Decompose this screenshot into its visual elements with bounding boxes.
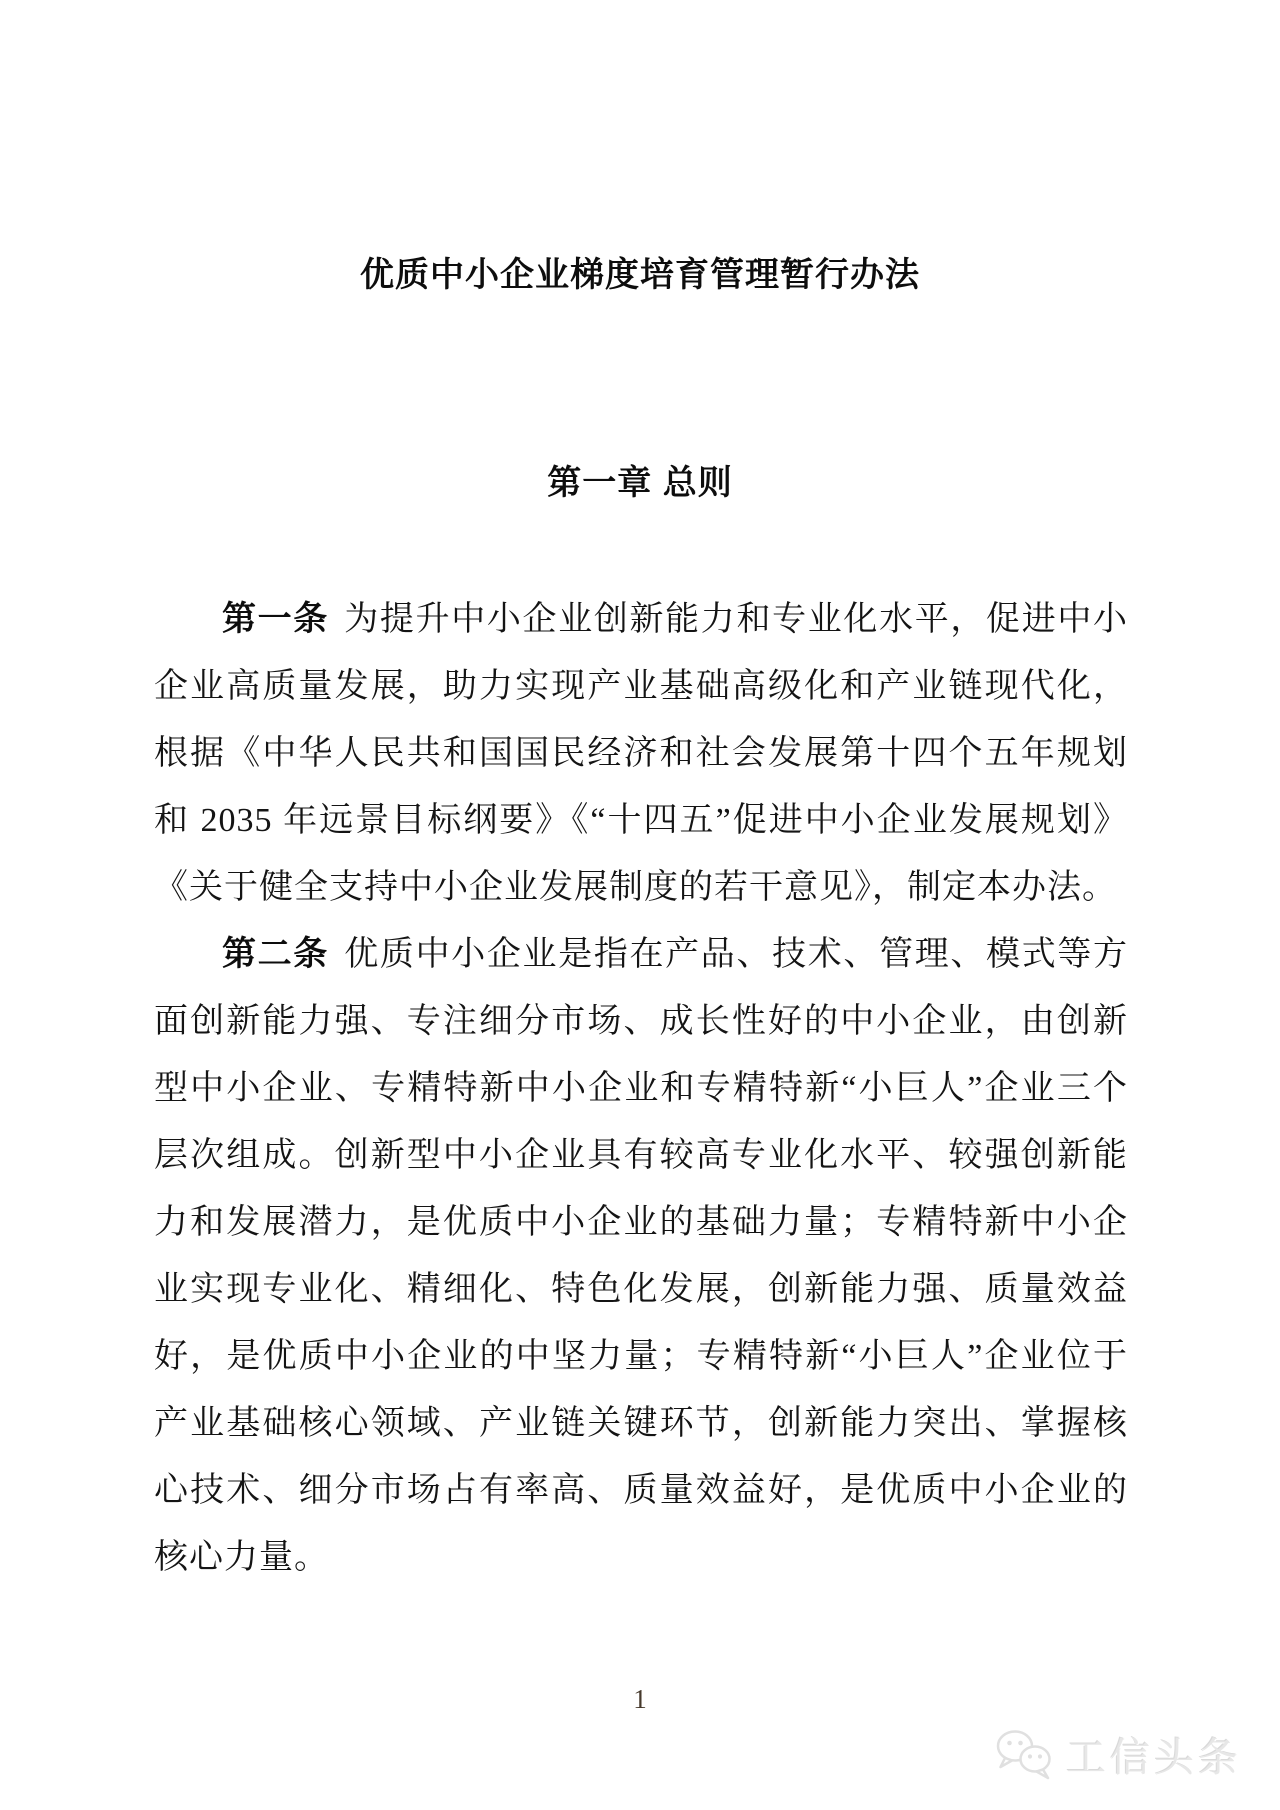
article-2	[154, 921, 1128, 1591]
article-1	[154, 586, 1128, 921]
document-body	[154, 586, 1128, 1591]
article-1-label: 第一条	[222, 600, 329, 638]
article-1-text: 为提升中小企业创新能力和专业化水平，促进中小企业高质量发展，助力实现产业基础高级化和产业链现代化，根据《中华人民共和国国民经济和社会发展第十四个五年规划和 2035 年远景目标纲要》《“十四五”促进中小企业发展规划》《关于健全支持中小企业发展制度的若干意见》，制定本办法。	[154, 601, 1129, 906]
watermark-label: 工信头条	[1066, 1736, 1242, 1780]
article-2-label: 第二条	[222, 935, 329, 973]
watermark	[992, 1726, 1242, 1783]
page-number: 1	[633, 1684, 647, 1714]
document-title: 优质中小企业梯度培育管理暂行办法	[360, 256, 920, 294]
wechat-icon	[992, 1728, 1056, 1782]
chapter-heading: 第一章 总则	[547, 464, 733, 502]
article-2-text: 优质中小企业是指在产品、技术、管理、模式等方面创新能力强、专注细分市场、成长性好的中小企业，由创新型中小企业、专精特新中小企业和专精特新“小巨人”企业三个层次组成。创新型中小企业具有较高专业化水平、较强创新能力和发展潜力，是优质中小企业的基础力量；专精特新中小企业实现专业化、精细化、特色化发展，创新能力强、质量效益好，是优质中小企业的中坚力量；专精特新“小巨人”企业位于产业基础核心领域、产业链关键环节，创新能力突出、掌握核心技术、细分市场占有率高、质量效益好，是优质中小企业的核心力量。	[154, 936, 1129, 1576]
